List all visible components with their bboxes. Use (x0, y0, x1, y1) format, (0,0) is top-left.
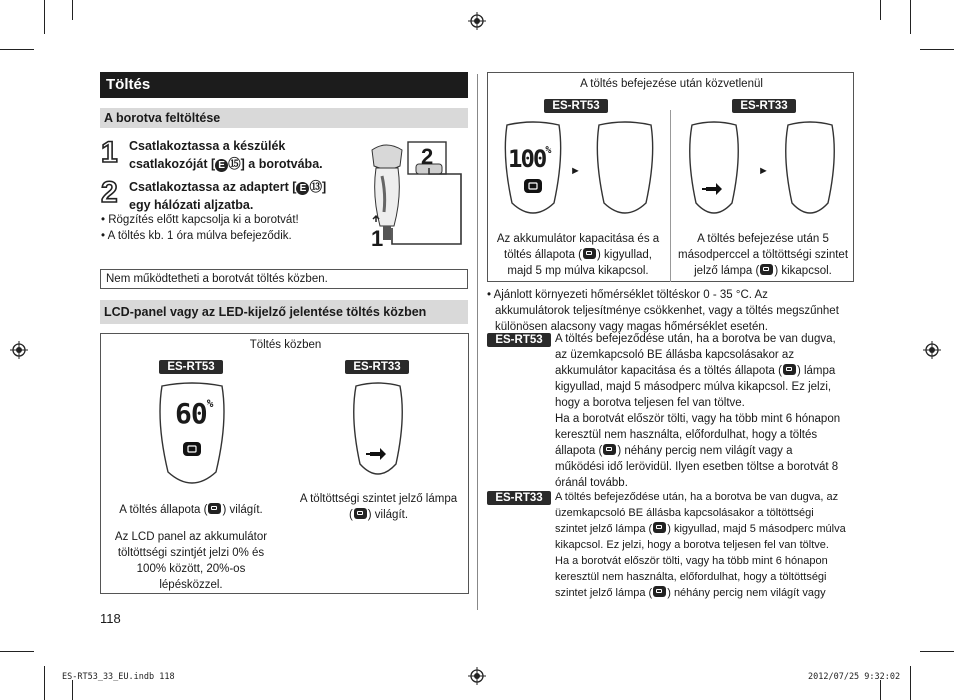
panel-divider (670, 110, 671, 282)
panel-heading: A töltés befejezése után közvetlenül (580, 78, 763, 90)
lcd-percentage: 60% (175, 397, 213, 430)
note-box: Nem működtetheti a borotvát töltés közben. (100, 269, 468, 289)
lcd-description: Az LCD panel az akkumulátor töltöttségi szintjét jelzi 0% és 100% között, 20%-os lépésközzel. (114, 531, 268, 591)
step-2-text (129, 178, 326, 214)
model-badge-rt33: ES-RT33 (345, 360, 409, 374)
e-letter-icon: E (296, 182, 309, 195)
bullet-item: • A töltés kb. 1 óra múlva befejeződik. (101, 230, 292, 242)
model-badge-rt33: ES-RT33 (732, 99, 796, 113)
charging-display-panel (100, 333, 469, 594)
crop-mark (880, 680, 881, 700)
arrow-icon: ► (758, 165, 769, 177)
temperature-note: • Ajánlott környezeti hőmérséklet töltéskor 0 - 35 °C. Az akkumulátorok teljesítménye csökkenhet, vagy a töltés megszűnhet különösen alacsony vagy magas hőmérséklet esetén. (487, 289, 839, 333)
page-number: 118 (100, 611, 121, 626)
footer-timestamp: 2012/07/25 9:32:02 (808, 672, 901, 682)
model-badge-rt53: ES-RT53 (159, 360, 223, 374)
level-lamp-caption: A töltöttségi szintet jelző lámpa ( ) világít. (299, 493, 458, 521)
step-2-line1: Csatlakoztassa az adaptert [ E ⑬] (129, 180, 327, 194)
led-display-graphic (348, 382, 408, 482)
footer-file-info: ES-RT53_33_EU.indb 118 (62, 672, 175, 682)
battery-plug-icon (783, 364, 796, 375)
crop-mark (72, 0, 73, 20)
bullet-item: • Rögzítés előtt kapcsolja ki a borotvát! (101, 214, 299, 226)
figure-label-1: 1 (371, 226, 384, 251)
model-badge-rt53: ES-RT53 (544, 99, 608, 113)
bullet-list (101, 212, 299, 244)
plug-lamp-icon (760, 264, 773, 275)
battery-plug-icon (208, 503, 221, 514)
led-off-graphic (780, 121, 840, 221)
model-badge-rt53: ES-RT53 (487, 333, 551, 347)
crop-mark (880, 0, 881, 20)
crop-mark (920, 651, 954, 652)
e-letter-icon: E (215, 159, 228, 172)
led-display-graphic (684, 121, 744, 221)
crop-mark (0, 49, 34, 50)
model-badge-rt33: ES-RT33 (487, 491, 551, 505)
crop-mark (44, 666, 45, 700)
after-lcd-caption: Az akkumulátor kapacitása és a töltés állapota ( ) kigyullad, majd 5 mp múlva kikapcsol. (496, 233, 660, 277)
plug-lamp-icon (354, 508, 367, 519)
column-divider (477, 74, 478, 610)
crop-mark (920, 49, 954, 50)
section-title: Töltés (100, 72, 468, 98)
lcd-percentage: 100% (508, 145, 550, 173)
step-1-text (129, 137, 323, 173)
panel-heading: Töltés közben (249, 339, 322, 351)
rt53-description: A töltés befejeződése után, ha a borotva be van dugva, az üzemkapcsoló BE állásba kapcsolásakor az akkumulátor kapacitása és a töltés állapota ( ) lámpa kigyullad, majd 5 másodperc múlva kikapcsol. Ez jelzi, hogy a borotva teljesen fel van töltve. Ha a borotvát először tölti, vagy ha több mint 6 hónapon keresztül nem használta, előfordulhat, hogy a töltés állapota ( ) néhány percig nem világít vagy a működési idő lerövidül. Ilyen esetben töltse a borotvát 8 óránál tovább. (555, 333, 841, 489)
crop-mark (910, 666, 911, 700)
step-number-2: 2 (101, 176, 118, 209)
subsection-title-display: LCD-panel vagy az LED-kijelző jelentése töltés közben (100, 300, 468, 324)
step-2-line2: egy hálózati aljzatba. (129, 198, 254, 212)
registration-mark-icon (468, 667, 486, 685)
crop-mark (72, 680, 73, 700)
plug-lamp-icon (653, 522, 666, 533)
registration-mark-icon (923, 341, 941, 359)
crop-mark (910, 0, 911, 34)
crop-mark (0, 651, 34, 652)
charging-status-caption: A töltés állapota ( ) világít. (119, 504, 263, 516)
arrow-icon: ► (570, 165, 581, 177)
battery-plug-icon (583, 248, 596, 259)
registration-mark-icon (10, 341, 28, 359)
crop-mark (44, 0, 45, 34)
rt33-description: A töltés befejeződése után, ha a borotva be van dugva, az üzemkapcsoló BE állásba kapcsolásakor a töltöttségi szintet jelző lámpa ( ) kigyullad, majd 5 másodperc múlva kikapcsol. Ez jelzi, hogy a borotva teljesen fel van töltve. Ha a borotvát először tölti, vagy ha több mint 6 hónapon keresztül nem használta, előfordulhat, hogy a töltöttségi szintet jelző lámpa ( ) néhány percig nem világít vagy (555, 491, 846, 599)
battery-plug-icon (603, 444, 616, 455)
registration-mark-icon (468, 12, 486, 30)
after-led-caption: A töltés befejezése után 5 másodperccel a töltöttségi szintet jelző lámpa ( ) kikapcsol. (677, 233, 849, 277)
step-1-line2: csatlakozóját [ E ⑮] a borotvába. (129, 157, 323, 171)
plug-lamp-icon (653, 586, 666, 597)
step-number-1: 1 (101, 136, 118, 169)
lcd-off-graphic (592, 121, 658, 221)
figure-label-2: 2 (421, 144, 434, 169)
subsection-title-charging: A borotva feltöltése (100, 108, 468, 128)
step-1-line1: Csatlakoztassa a készülék (129, 139, 286, 153)
